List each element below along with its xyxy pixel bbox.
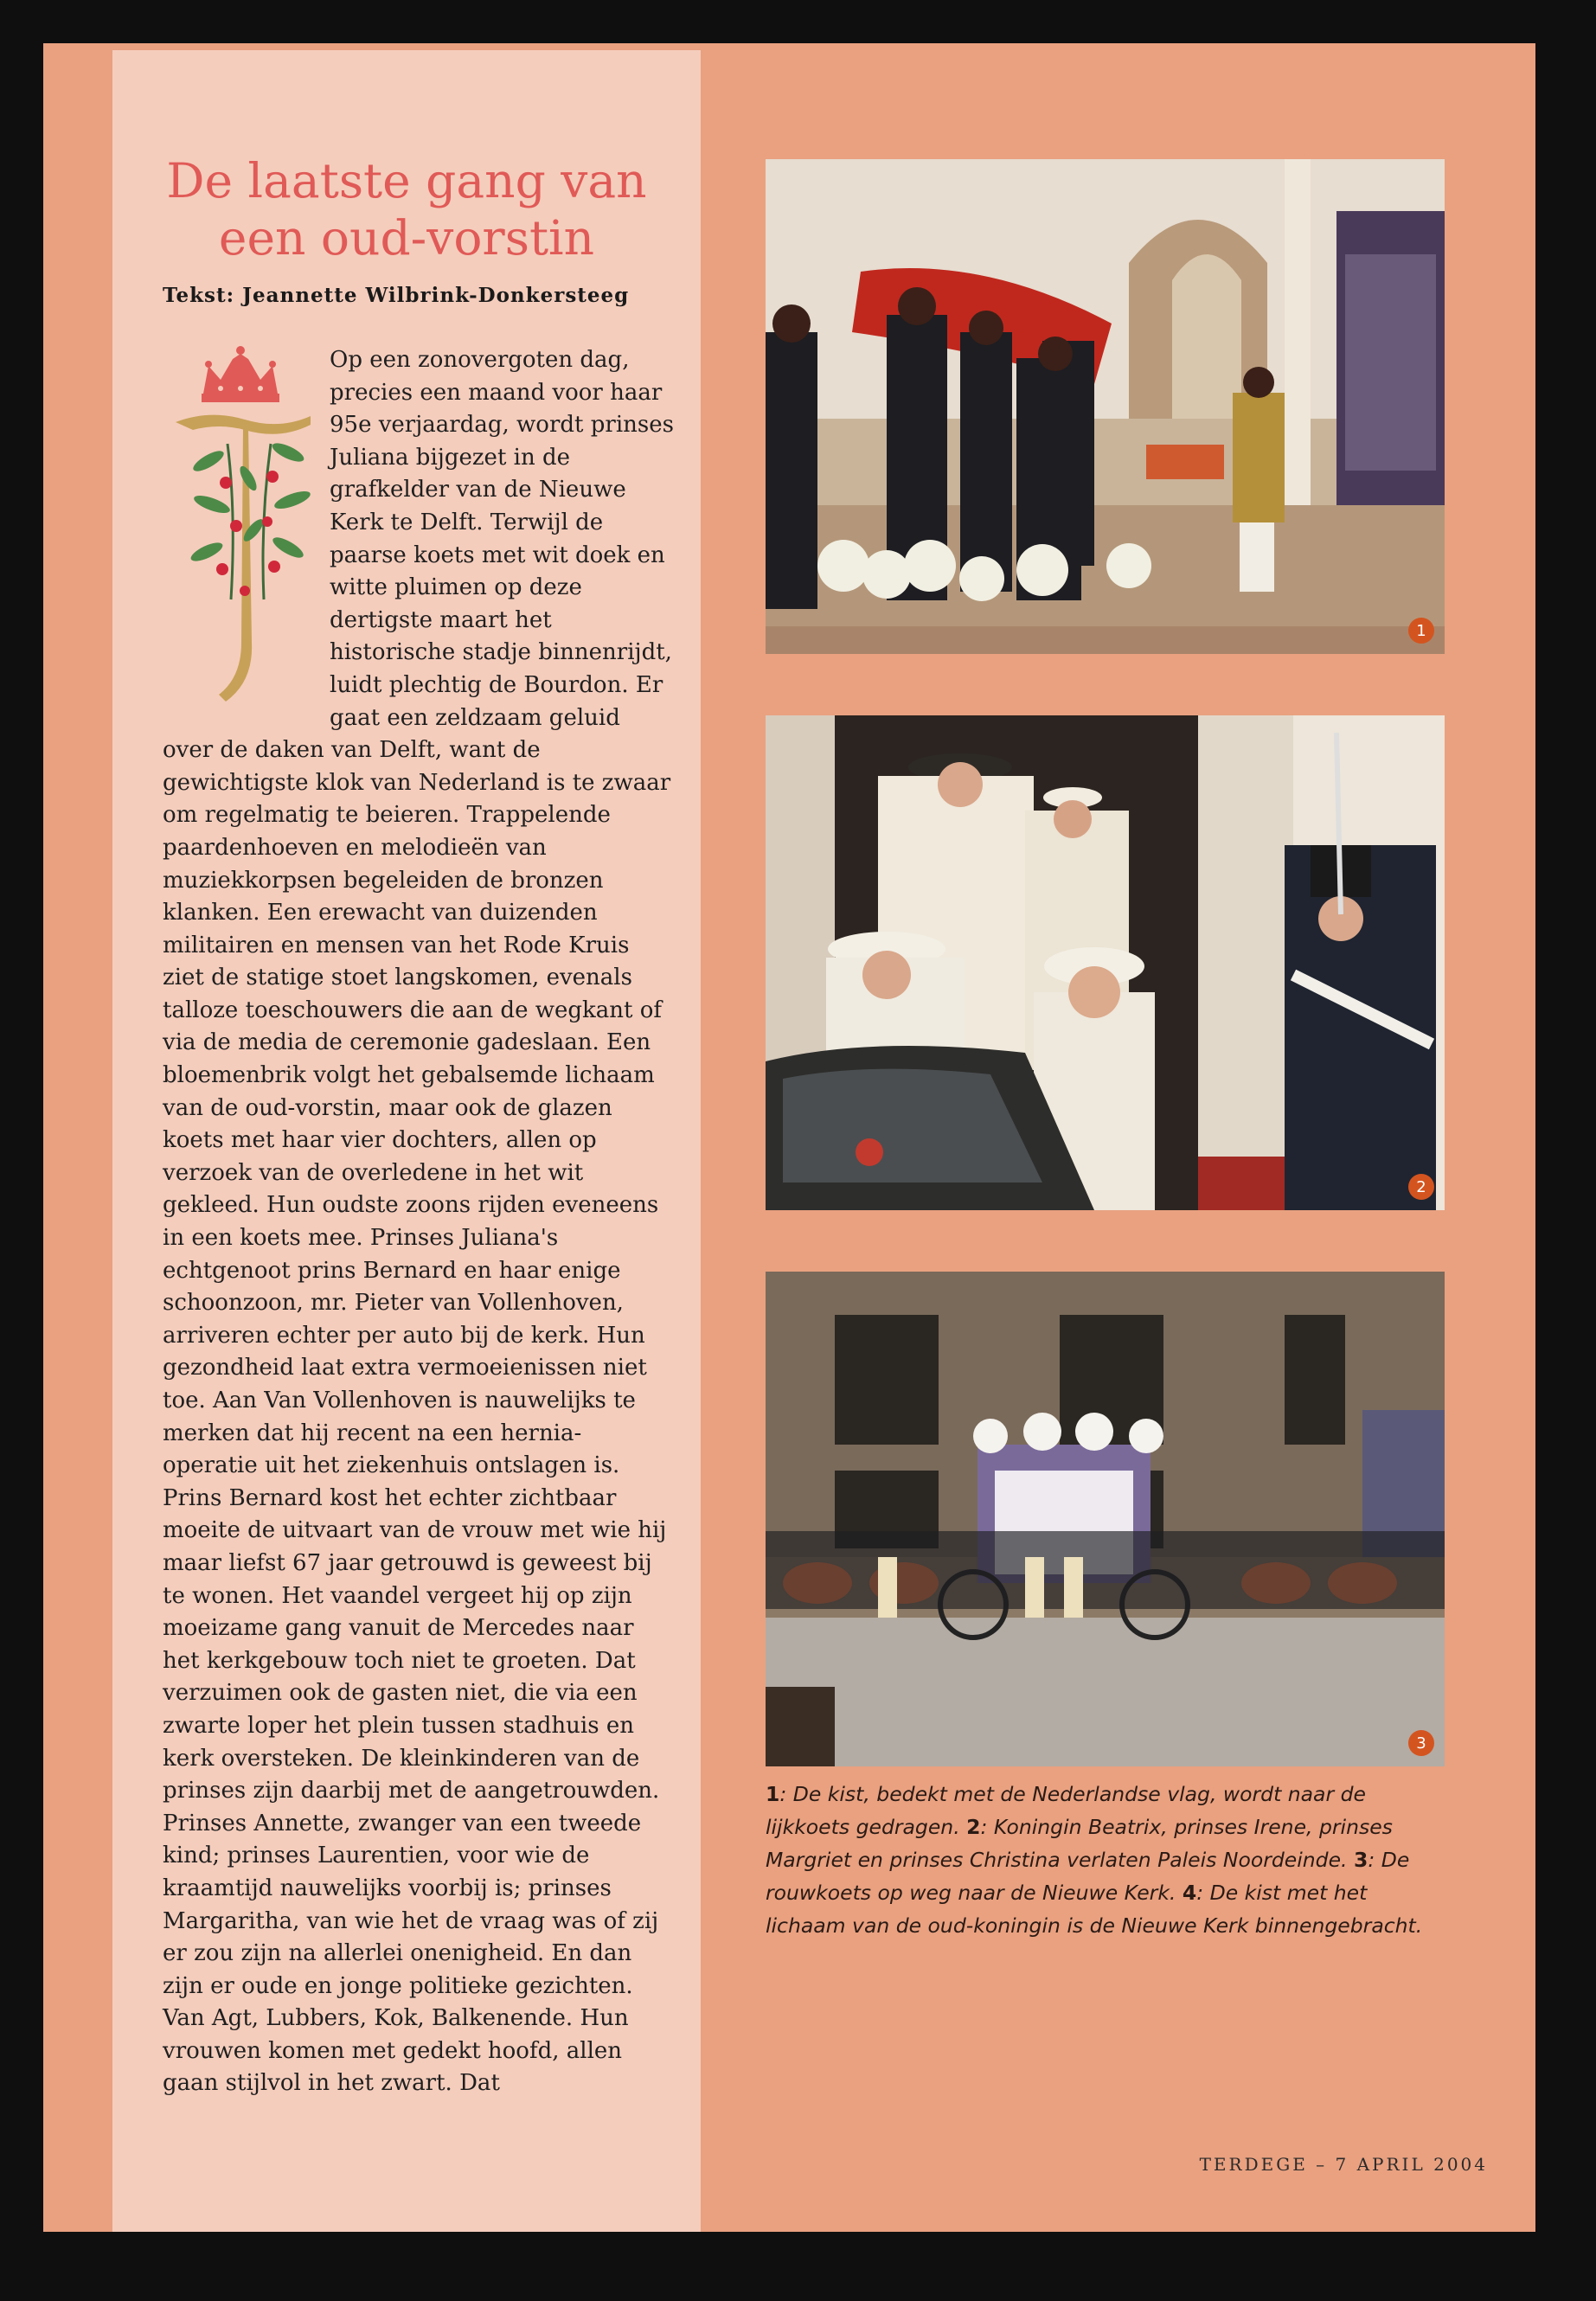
caption-text: : De kist, bedekt met de Nederlandse vlag, wordt naar de lijkkoets gedragen. — [766, 1782, 1366, 1839]
caption-text: : Koningin Beatrix, prinses Irene, prinses Margriet en prinses Christina verlaten Paleis Noordeinde. — [766, 1815, 1393, 1872]
initial-spacer — [163, 344, 330, 709]
photo-number-badge: 2 — [1408, 1174, 1434, 1200]
article-text-panel — [112, 50, 701, 2232]
article-title — [112, 152, 701, 266]
article-body-text: Op een zonovergoten dag, precies een maand voor haar 95e verjaardag, wordt prinses Juliana bijgezet in de grafkelder van de Nieuwe Kerk te Delft. Terwijl de paarse koets met wit doek en witte pluimen op deze dertigste maart het historische stadje binnenrijdt, luidt plechtig de Bourdon. Er gaat een zeldzaam geluid over de daken van Delft, want de gewichtigste klok van Nederland is te zwaar om regelmatig te beieren. Trappelende paardenhoeven en melodieën van muziekkorpsen begeleiden de bronzen klanken. Een erewacht van duizenden militairen en mensen van het Rode Kruis ziet de statige stoet langskomen, evenals talloze toeschouwers die aan de wegkant of via de media de ceremonie gadeslaan. Een bloemenbrik volgt het gebalsemde lichaam van de oud-vorstin, maar ook de glazen koets met haar vier dochters, allen op verzoek van de overledene in het wit gekleed. Hun oudste zoons rijden eveneens in een koets mee. Prinses Juliana's echtgenoot prins Bernard en haar enige schoonzoon, mr. Pieter van Vollenhoven, arriveren echter per auto bij de kerk. Hun gezondheid laat extra vermoeienissen niet toe. Aan Van Vollenhoven is nauwelijks te merken dat hij recent na een hernia-operatie uit het ziekenhuis ontslagen is. Prins Bernard kost het echter zichtbaar moeite de uitvaart van de vrouw met wie hij maar liefst 67 jaar getrouwd is geweest bij te wonen. Het vaandel vergeet hij op zijn moeizame gang vanuit de Mercedes naar het kerkgebouw toch niet te groeten. Dat verzuimen ook de gasten niet, die via een zwarte loper het plein tussen stadhuis en kerk oversteken. De kleinkinderen van de prinses zijn daarbij met de aangetrouwden. Prinses Annette, zwanger van een tweede kind; prinses Laurentien, voor wie de kraamtijd nauwelijks voorbij is; prinses Margaritha, van wie het de vraag was of zij er zou zijn na allerlei onenigheid. En dan zijn er oude en jonge politieke gezichten. Van Agt, Lubbers, Kok, Balkenende. Hun vrouwen komen met gedekt hoofd, allen gaan stijlvol in het zwart. Dat — [163, 347, 674, 2097]
photo-caption — [766, 1778, 1449, 1942]
caption-number: 1 — [766, 1782, 780, 1806]
caption-text: : De kist met het lichaam van de oud-koningin is de Nieuwe Kerk binnengebracht. — [766, 1881, 1423, 1938]
title-line-1: De laatste gang van — [166, 153, 647, 208]
caption-text: : De rouwkoets op weg naar de Nieuwe Kerk. — [766, 1848, 1410, 1905]
footer-date: 7 APRIL 2004 — [1335, 2154, 1488, 2175]
photo-coffin-carried — [766, 159, 1445, 654]
title-line-2: een oud-vorstin — [218, 210, 595, 266]
magazine-page — [43, 43, 1535, 2232]
photo-number-badge: 1 — [1408, 618, 1434, 644]
photo-number-badge: 3 — [1408, 1730, 1434, 1756]
byline — [163, 284, 716, 307]
article-body — [163, 344, 675, 2100]
byline-label: Tekst: — [163, 284, 235, 307]
page-footer — [1142, 2154, 1488, 2175]
caption-number: 2 — [966, 1815, 981, 1839]
byline-author: Jeannette Wilbrink-Donkersteeg — [242, 284, 630, 307]
photo-hearse-procession — [766, 1272, 1445, 1766]
photo-royals-leaving-palace — [766, 715, 1445, 1210]
caption-number: 4 — [1182, 1881, 1197, 1905]
footer-separator: – — [1316, 2154, 1328, 2175]
caption-number: 3 — [1354, 1848, 1368, 1872]
footer-publication: TERDEGE — [1199, 2154, 1308, 2175]
